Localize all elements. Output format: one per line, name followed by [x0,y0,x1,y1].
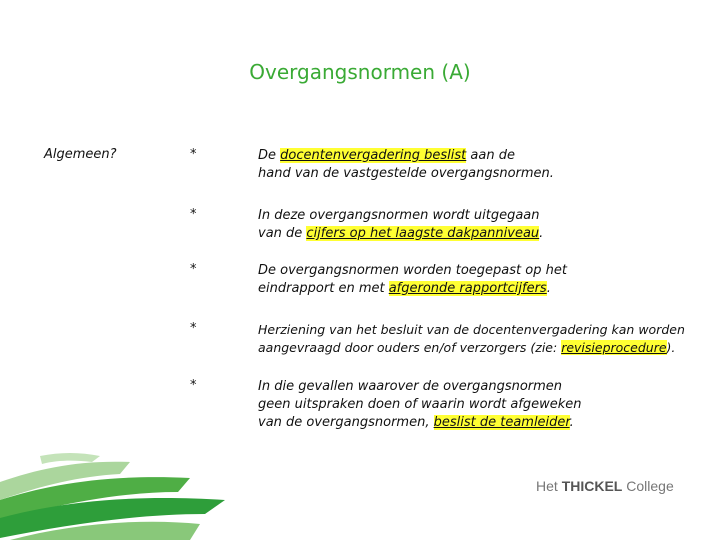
section-label: Algemeen? [44,147,117,162]
highlight: docentenvergadering beslist [280,148,467,163]
bullet-marker: * [190,262,197,277]
item-text: In die gevallen waarover de overgangsnormen geen uitspraken doen of waarin wordt afgeweken van de overgangsnormen, beslist de teamleider. [258,379,582,430]
bullet-marker: * [190,321,197,336]
item-text: Herziening van het besluit van de docentenvergadering kan worden aangevraagd door ouders en/of verzorgers (zie: revisieprocedure). [258,322,685,355]
item-text: De overgangsnormen worden toegepast op het eindrapport en met afgeronde rapportcijfers. [258,263,567,296]
bullet-marker: * [190,147,197,162]
page-title: Overgangsnormen (A) [249,60,471,84]
item-text: In deze overgangsnormen wordt uitgegaan van de cijfers op het laagste dakpanniveau. [258,208,544,241]
highlight: beslist de teamleider [433,415,570,430]
highlight: cijfers op het laagste dakpanniveau [306,226,540,241]
bullet-marker: * [190,207,197,222]
highlight: revisieprocedure [561,340,667,355]
bullet-marker: * [190,378,197,393]
brush-strokes-decoration [0,448,240,540]
highlight: afgeronde rapportcijfers [388,281,547,296]
college-logo: Het THICKEL College [536,478,674,494]
item-text: De docentenvergadering beslist aan de hand van de vastgestelde overgangsnormen. [258,148,554,181]
